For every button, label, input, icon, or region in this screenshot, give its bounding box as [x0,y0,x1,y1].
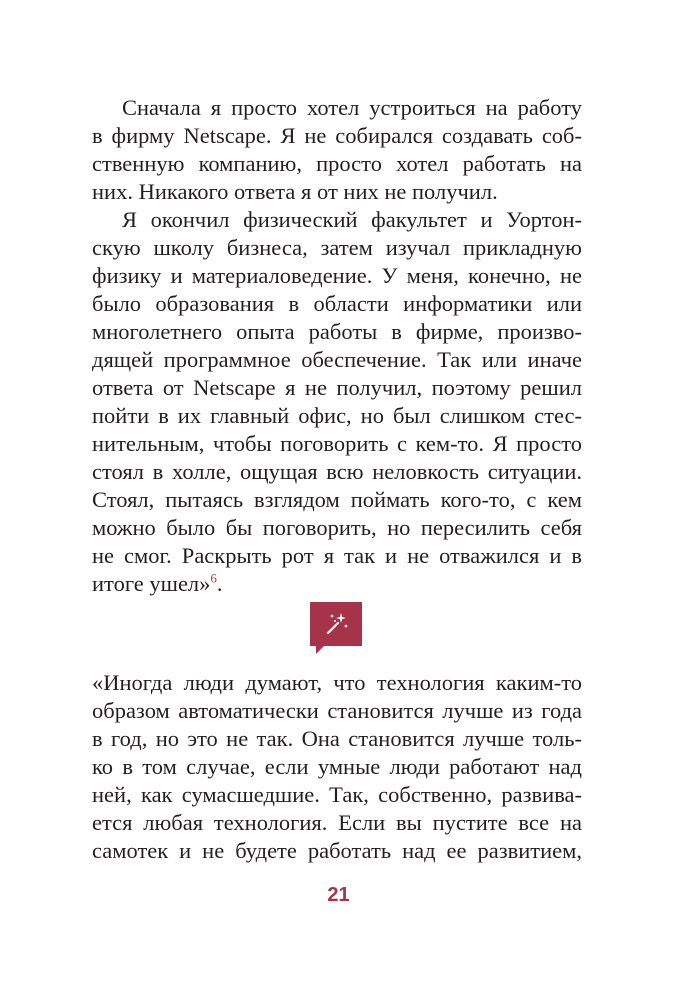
paragraph-line: Сначала я просто хотел устроиться на работу [122,95,582,120]
paragraph-line: ственную компанию, просто хотел работать на [92,151,582,176]
paragraph-last-line [92,570,582,598]
page-number: 21 [327,884,350,906]
paragraph-line: стоял в холле, ощущая всю неловкость ситуации. [92,459,582,484]
paragraph-line: них. Никакого ответа я от них не получил. [92,179,498,204]
paragraph-line: дящей программное обеспечение. Так или иначе [92,347,582,372]
paragraph-line-text: итоге ушел» [92,571,211,596]
magic-wand-icon-graphic [322,610,350,638]
quote-line: в год, но это не так. Она становится лучше толь- [92,726,582,751]
quote-line: образом автоматически становится лучше из года [92,698,582,723]
paragraph-line: можно было бы поговорить, но пересилить себя [92,515,582,540]
quote-line: «Иногда люди думают, что технология каким-то [92,670,582,695]
paragraph-line: Стоял, пытаясь взглядом поймать кого-то, с кем [92,487,582,512]
quote-line: самотек и не будете работать над ее развитием, [92,838,582,863]
paragraph-line: пойти в их главный офис, но был слишком стес- [92,403,582,428]
paragraph-line: ответа от Netscape я не получил, поэтому решил [92,375,582,400]
paragraph-line: не смог. Раскрыть рот я так и не отважился и в [92,543,582,568]
paragraph-line: Я окончил физический факультет и Уортон- [122,207,582,232]
paragraph-line: нительным, чтобы поговорить с кем-то. Я просто [92,431,582,456]
quote-line: ется любая технология. Если вы пустите все на [92,810,582,835]
paragraph-line: физику и материаловедение. У меня, конечно, не [92,263,582,288]
quote-line: ней, как сумасшедшие. Так, собственно, развива- [92,782,582,807]
paragraph-line: в фирму Netscape. Я не собирался создавать соб- [92,123,582,148]
paragraph-line: многолетнего опыта работы в фирме, произво- [92,319,582,344]
footnote-reference[interactable]: 6 [210,570,217,586]
magic-wand-icon [310,602,362,646]
footnote-tail: . [216,571,223,596]
paragraph-line: было образования в области информатики или [92,291,582,316]
paragraph-line: скую школу бизнеса, затем изучал прикладную [92,235,582,260]
quote-line: ко в том случае, если умные люди работают над [92,754,582,779]
